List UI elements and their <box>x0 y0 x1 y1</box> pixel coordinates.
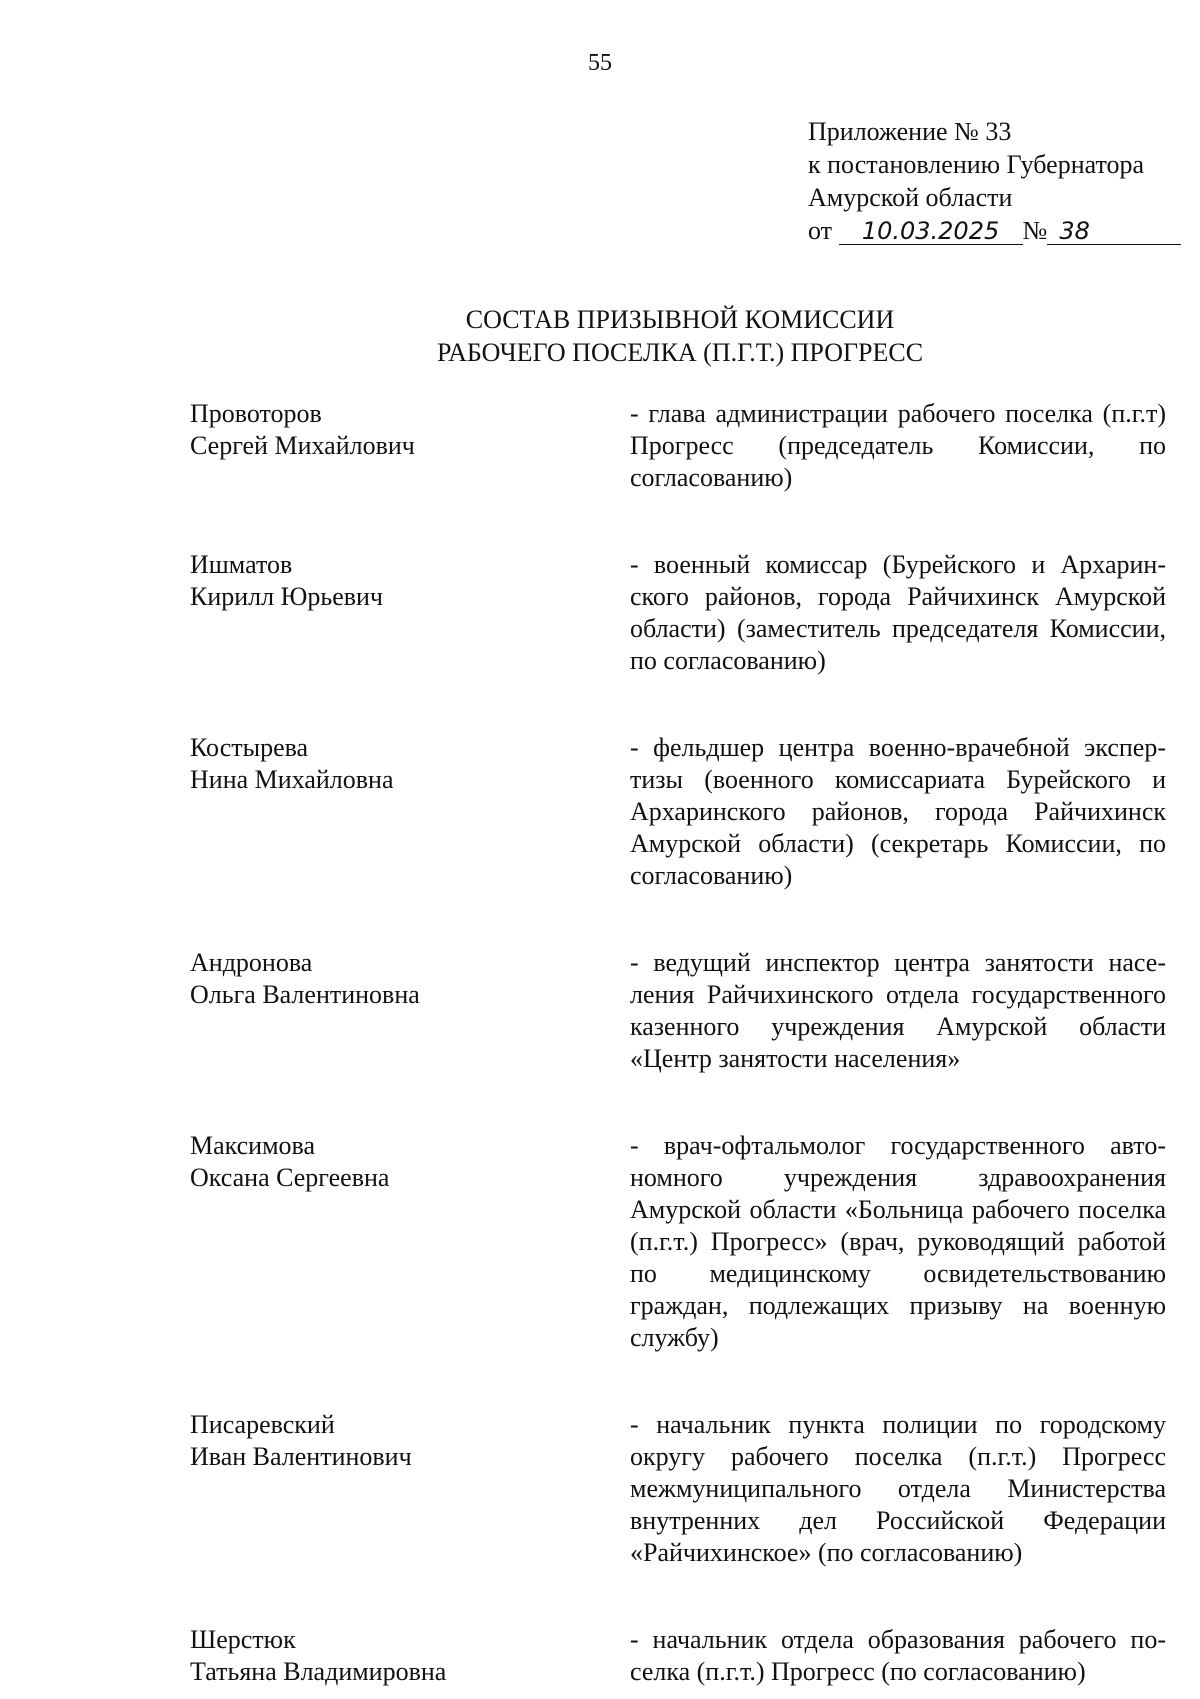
member-entry <box>190 947 1166 1075</box>
title-line-2: РАБОЧЕГО ПОСЕЛКА (П.Г.Т.) ПРОГРЕСС <box>436 338 924 367</box>
member-name <box>190 1409 630 1473</box>
appendix-line-2: к постановлению Губернатора <box>808 150 1145 179</box>
member-name <box>190 549 630 613</box>
member-role: - ведущий инспектор центра занятости населения Райчихинского отдела государственного казенного учреждения Амурской области «Центр занятости населения» <box>630 948 1166 1073</box>
appendix-line-3: Амурской области <box>808 183 1013 212</box>
appendix-date-line <box>808 214 1181 247</box>
member-surname: Провоторов <box>190 399 322 428</box>
member-name <box>190 732 630 796</box>
member-role: - военный комиссар (Бурейского и Архаринского районов, города Райчихинск Амурской области) (заместитель председателя Комиссии, по согласованию) <box>630 550 1166 675</box>
member-given-name: Оксана Сергеевна <box>190 1163 390 1192</box>
member-name <box>190 947 630 1011</box>
member-name <box>190 1130 630 1194</box>
member-entry <box>190 732 1166 892</box>
member-surname: Шерстюк <box>190 1625 296 1654</box>
member-entry <box>190 549 1166 677</box>
member-entry <box>190 1624 1166 1688</box>
title-line-1: СОСТАВ ПРИЗЫВНОЙ КОМИССИИ <box>465 305 895 334</box>
member-entry <box>190 1130 1166 1354</box>
member-surname: Писаревский <box>190 1410 335 1439</box>
member-surname: Ишматов <box>190 550 293 579</box>
from-label: от <box>808 216 833 245</box>
member-role: - глава администрации рабочего поселка (п.г.т) Прогресс (председатель Комиссии, по согласованию) <box>630 399 1166 492</box>
document-title <box>0 303 1200 369</box>
handwritten-number: 38 <box>1047 218 1181 245</box>
member-name <box>190 398 630 462</box>
member-surname: Андронова <box>190 948 313 977</box>
members-list <box>190 398 1166 1688</box>
member-role: - начальник пункта полиции по городскому округу рабочего поселка (п.г.т.) Прогресс межмуниципального отдела Министерства внутренних дел Российской Федерации «Райчихинское» (по согласованию) <box>630 1410 1166 1567</box>
member-given-name: Нина Михайловна <box>190 765 394 794</box>
member-role: - фельдшер центра военно-врачебной экспертизы (военного комиссариата Бурейского и Архаринского районов, города Райчихинск Амурской области) (секретарь Комиссии, по согласованию) <box>630 733 1166 890</box>
member-entry <box>190 1409 1166 1569</box>
member-role: - врач-офтальмолог государственного автономного учреждения здравоохранения Амурской области «Больница рабочего поселка (п.г.т.) Прогресс» (врач, руководящий работой по медицинскому освидетельствованию граждан, подлежащих призыву на военную службу) <box>630 1131 1166 1352</box>
member-name <box>190 1624 630 1688</box>
member-given-name: Татьяна Владимировна <box>190 1657 447 1686</box>
member-given-name: Иван Валентинович <box>190 1442 412 1471</box>
member-role: - начальник отдела образования рабочего поселка (п.г.т.) Прогресс (по согласованию) <box>630 1625 1166 1686</box>
page-number: 55 <box>588 50 612 76</box>
member-surname: Костырева <box>190 733 309 762</box>
appendix-block <box>808 115 1181 247</box>
member-given-name: Сергей Михайлович <box>190 431 415 460</box>
member-entry <box>190 398 1166 494</box>
handwritten-date: 10.03.2025 <box>839 218 1023 245</box>
member-given-name: Ольга Валентиновна <box>190 980 420 1009</box>
appendix-line-1: Приложение № 33 <box>808 117 1012 146</box>
number-label: № <box>1022 216 1048 245</box>
member-given-name: Кирилл Юрьевич <box>190 582 384 611</box>
member-surname: Максимова <box>190 1131 316 1160</box>
